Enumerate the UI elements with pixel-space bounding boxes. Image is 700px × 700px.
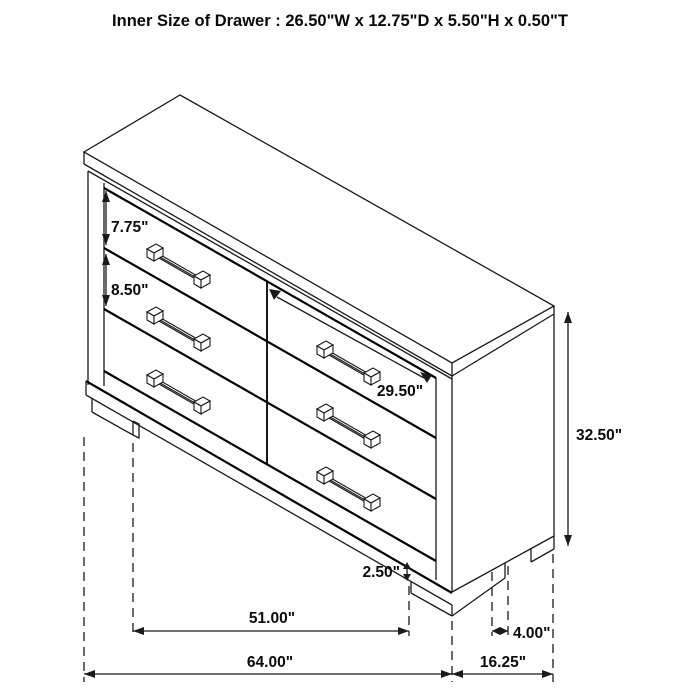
dim-label-64-00: 64.00" bbox=[246, 654, 294, 671]
inner-drawer-size-caption: Inner Size of Drawer : 26.50"W x 12.75"D x 5.50"H x 0.50"T bbox=[112, 12, 568, 30]
dim-label-8-50: 8.50" bbox=[111, 282, 149, 299]
dim-label-32-50: 32.50" bbox=[576, 427, 623, 444]
dim-label-4-00: 4.00" bbox=[513, 625, 551, 642]
dim-label-2-50: 2.50" bbox=[362, 564, 400, 581]
dim-label-51-00: 51.00" bbox=[248, 610, 296, 627]
dim-label-7-75: 7.75" bbox=[111, 219, 149, 236]
dim-label-29-50: 29.50" bbox=[376, 383, 424, 400]
dim-label-16-25: 16.25" bbox=[479, 654, 527, 671]
